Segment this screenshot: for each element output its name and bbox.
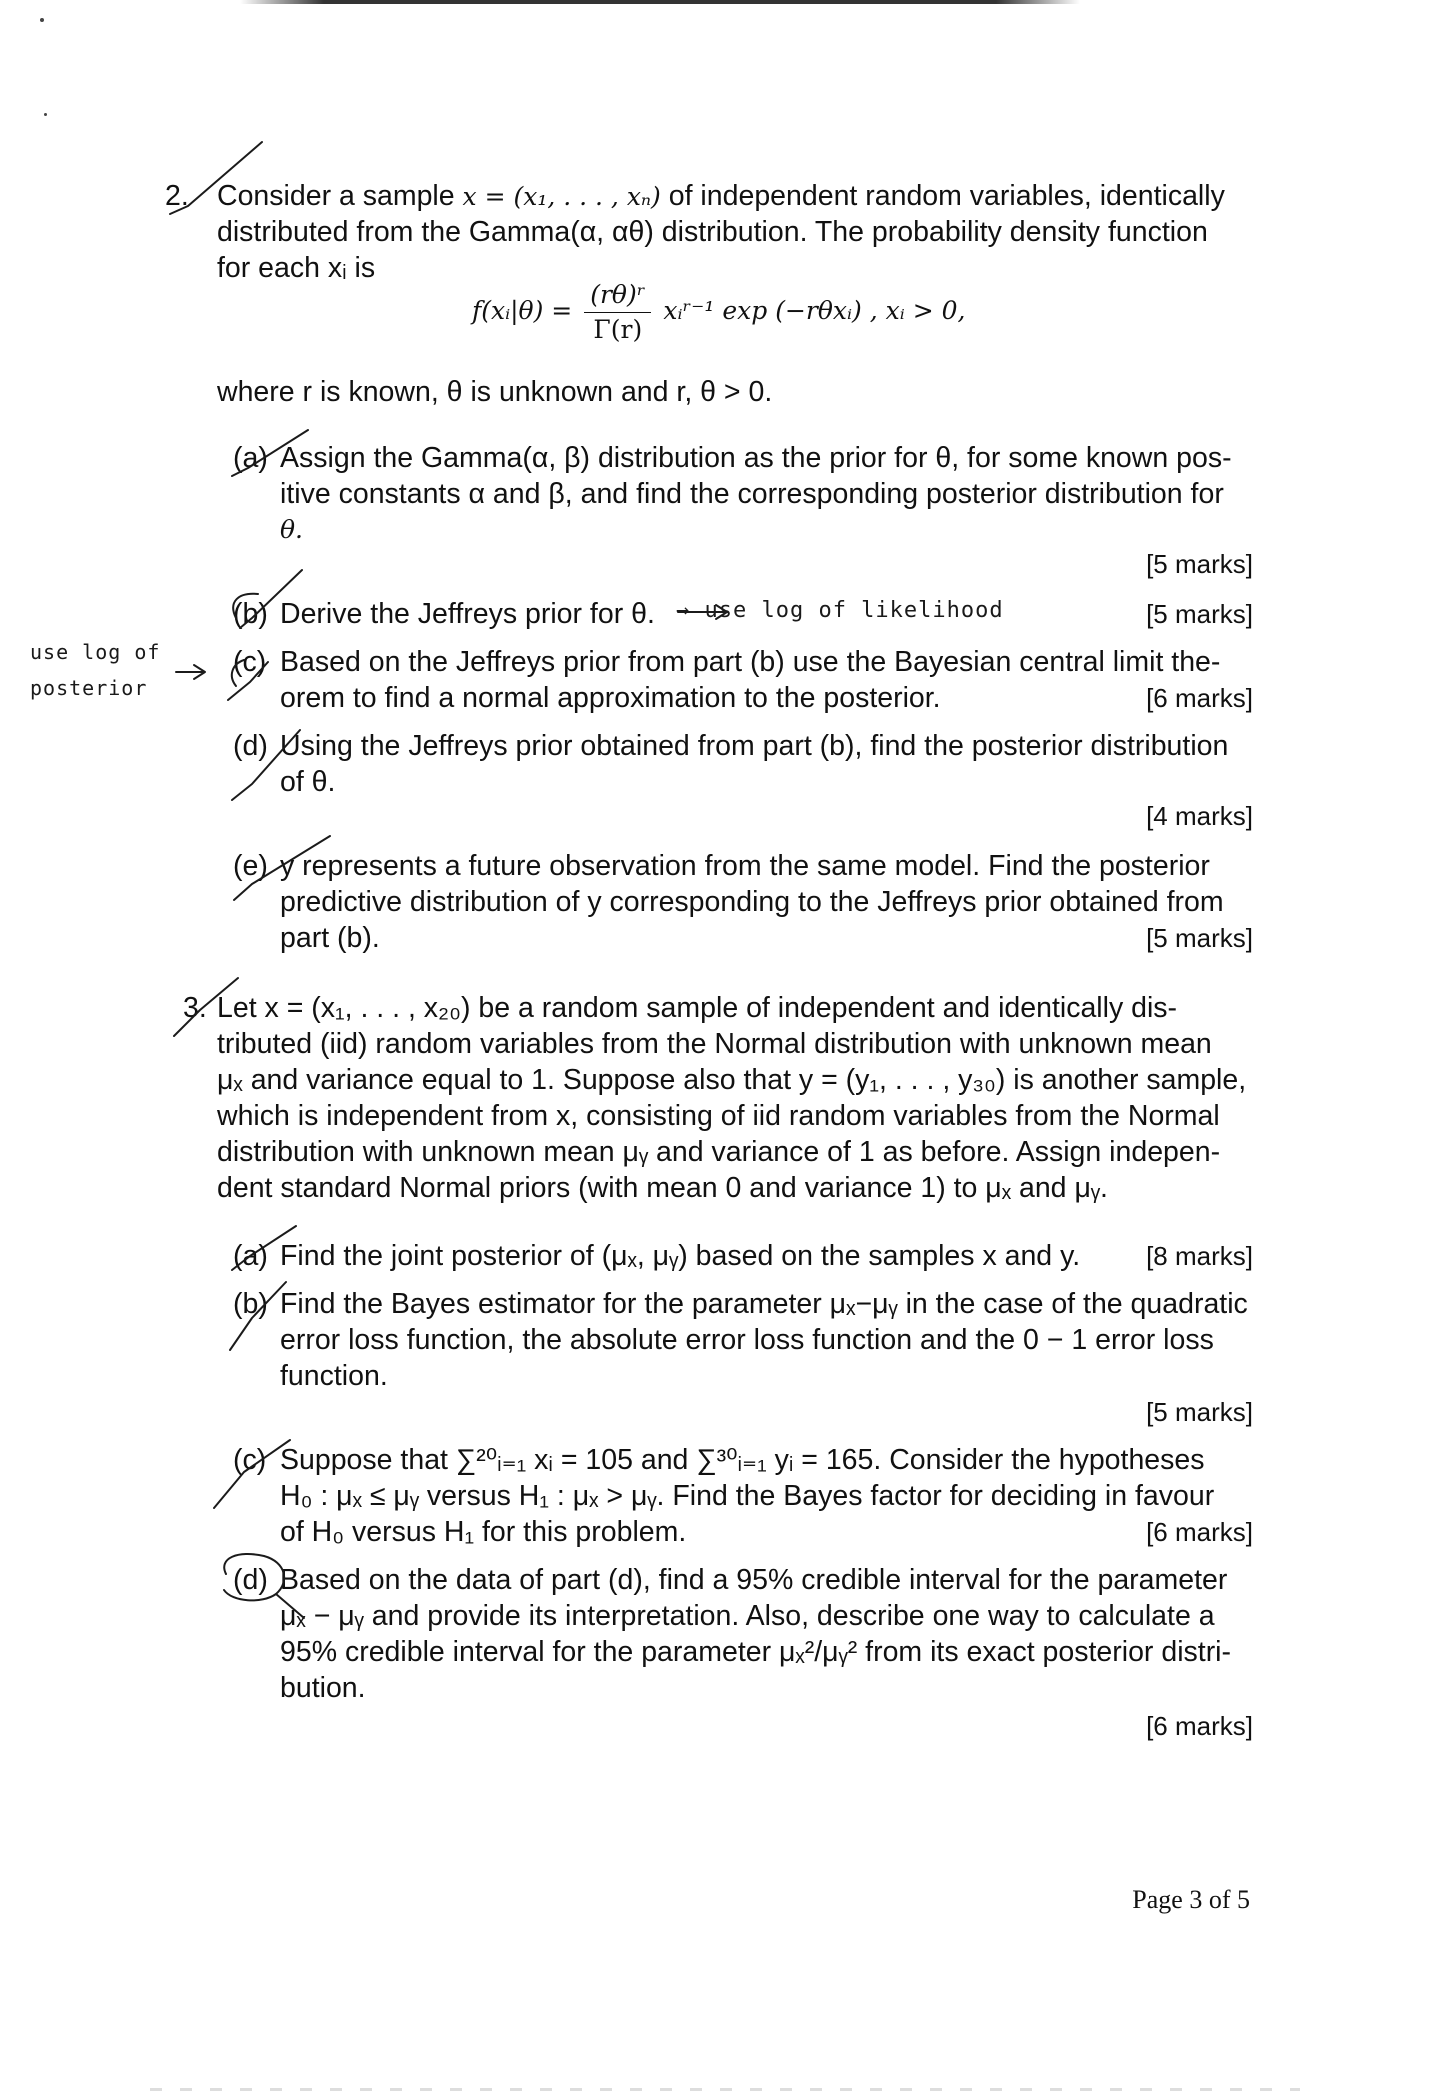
q2c-line-2: orem to find a normal approximation to the posterior. xyxy=(280,682,941,714)
q3d-line-1: Based on the data of part (d), find a 95% credible interval for the parameter xyxy=(280,1564,1228,1596)
scan-speck xyxy=(44,113,47,116)
q3b-line-2: error loss function, the absolute error loss function and the 0 − 1 error loss xyxy=(280,1324,1214,1356)
q2b-marks: [5 marks] xyxy=(1146,599,1253,629)
q3c-marks: [6 marks] xyxy=(1146,1517,1253,1547)
q3d-line-2: μₓ − μᵧ and provide its interpretation. Also, describe one way to calculate a xyxy=(280,1600,1215,1632)
q3-line-1: Let x = (x₁, . . . , x₂₀) be a random sample of independent and identically dis- xyxy=(217,992,1178,1024)
q2-where-line: where r is known, θ is unknown and r, θ > 0. xyxy=(217,376,773,408)
q2a-marks: [5 marks] xyxy=(1146,549,1253,579)
arrow-margin-to-q2c xyxy=(176,665,205,679)
q2b-label: (b) xyxy=(233,598,268,630)
scan-speck xyxy=(40,18,44,22)
q2e-line-3: part (b). xyxy=(280,922,380,954)
q2b-line-1: Derive the Jeffreys prior for θ. xyxy=(280,598,655,630)
pdf-equation: f(xᵢ|θ) = $\frac{\text{(rθ)ʳ}}{\Gamma(r)}$ xᵢʳ⁻¹ exp (−rθxᵢ) , xᵢ > 0, xyxy=(472,280,966,344)
handwritten-likelihood-note: → use log of likelihood xyxy=(676,598,1004,623)
q2-intro-line-3: for each xᵢ is xyxy=(217,252,376,284)
page-number: Page 3 of 5 xyxy=(1132,1885,1250,1914)
handwritten-margin-note-line-2: posterior xyxy=(30,676,148,700)
q3c-line-1: Suppose that ∑²⁰ᵢ₌₁ xᵢ = 105 and ∑³⁰ᵢ₌₁ yᵢ = 165. Consider the hypotheses xyxy=(280,1444,1205,1476)
q3d-label: (d) xyxy=(233,1564,268,1596)
q2-number: 2. xyxy=(165,180,189,212)
q3b-line-1: Find the Bayes estimator for the parameter μₓ−μᵧ in the case of the quadratic xyxy=(280,1288,1248,1320)
q2e-marks: [5 marks] xyxy=(1146,923,1253,953)
q3d-marks: [6 marks] xyxy=(1146,1711,1253,1741)
q3b-line-3: function. xyxy=(280,1360,388,1392)
q2e-line-1: y represents a future observation from the same model. Find the posterior xyxy=(280,850,1210,882)
q2-intro-line-2: distributed from the Gamma(α, αθ) distribution. The probability density function xyxy=(217,216,1208,248)
q3c-line-2: H₀ : μₓ ≤ μᵧ versus H₁ : μₓ > μᵧ. Find the Bayes factor for deciding in favour xyxy=(280,1480,1215,1512)
q3d-line-4: bution. xyxy=(280,1672,366,1704)
q2-intro-line-1: Consider a sample x = (x₁, . . . , xₙ) of independent random variables, identically xyxy=(217,180,1225,212)
q3a-label: (a) xyxy=(233,1240,268,1272)
q3b-label: (b) xyxy=(233,1288,268,1320)
q3-number: 3. xyxy=(183,992,207,1024)
scan-edge-noise xyxy=(150,2088,1300,2091)
pdf-fraction: $\frac{\text{(rθ)ʳ}}{\Gamma(r)}$ xyxy=(584,280,651,345)
q3c-line-3: of H₀ versus H₁ for this problem. xyxy=(280,1516,687,1548)
q2c-line-1: Based on the Jeffreys prior from part (b) use the Bayesian central limit the- xyxy=(280,646,1221,678)
handwritten-margin-note-line-1: use log of xyxy=(30,640,161,664)
q2e-label: (e) xyxy=(233,850,268,882)
q3a-line-1: Find the joint posterior of (μₓ, μᵧ) based on the samples x and y. xyxy=(280,1240,1081,1272)
q2d-label: (d) xyxy=(233,730,268,762)
q3c-label: (c) xyxy=(233,1444,267,1476)
q3-line-3: μₓ and variance equal to 1. Suppose also that y = (y₁, . . . , y₃₀) is another sample, xyxy=(217,1064,1247,1096)
q2d-marks: [4 marks] xyxy=(1146,801,1253,831)
q3-line-2: tributed (iid) random variables from the Normal distribution with unknown mean xyxy=(217,1028,1212,1060)
q2a-line-1: Assign the Gamma(α, β) distribution as the prior for θ, for some known pos- xyxy=(280,442,1232,474)
q2c-label: (c) xyxy=(233,646,267,678)
q2a-line-2: itive constants α and β, and find the corresponding posterior distribution for xyxy=(280,478,1224,510)
top-rule xyxy=(240,0,1080,4)
q2d-line-2: of θ. xyxy=(280,766,336,798)
q2a-line-3: θ. xyxy=(280,515,303,544)
q3-line-6: dent standard Normal priors (with mean 0 and variance 1) to μₓ and μᵧ. xyxy=(217,1172,1108,1204)
q2d-line-1: Using the Jeffreys prior obtained from part (b), find the posterior distribution xyxy=(280,730,1229,762)
q3-line-4: which is independent from x, consisting of iid random variables from the Normal xyxy=(217,1100,1220,1132)
q3d-line-3: 95% credible interval for the parameter μₓ²/μᵧ² from its exact posterior distri- xyxy=(280,1636,1232,1668)
q3b-marks: [5 marks] xyxy=(1146,1397,1253,1427)
q3-line-5: distribution with unknown mean μᵧ and variance of 1 as before. Assign indepen- xyxy=(217,1136,1221,1168)
q3a-marks: [8 marks] xyxy=(1146,1241,1253,1271)
q2a-label: (a) xyxy=(233,442,268,474)
q2c-marks: [6 marks] xyxy=(1146,683,1253,713)
q2e-line-2: predictive distribution of y corresponding to the Jeffreys prior obtained from xyxy=(280,886,1224,918)
